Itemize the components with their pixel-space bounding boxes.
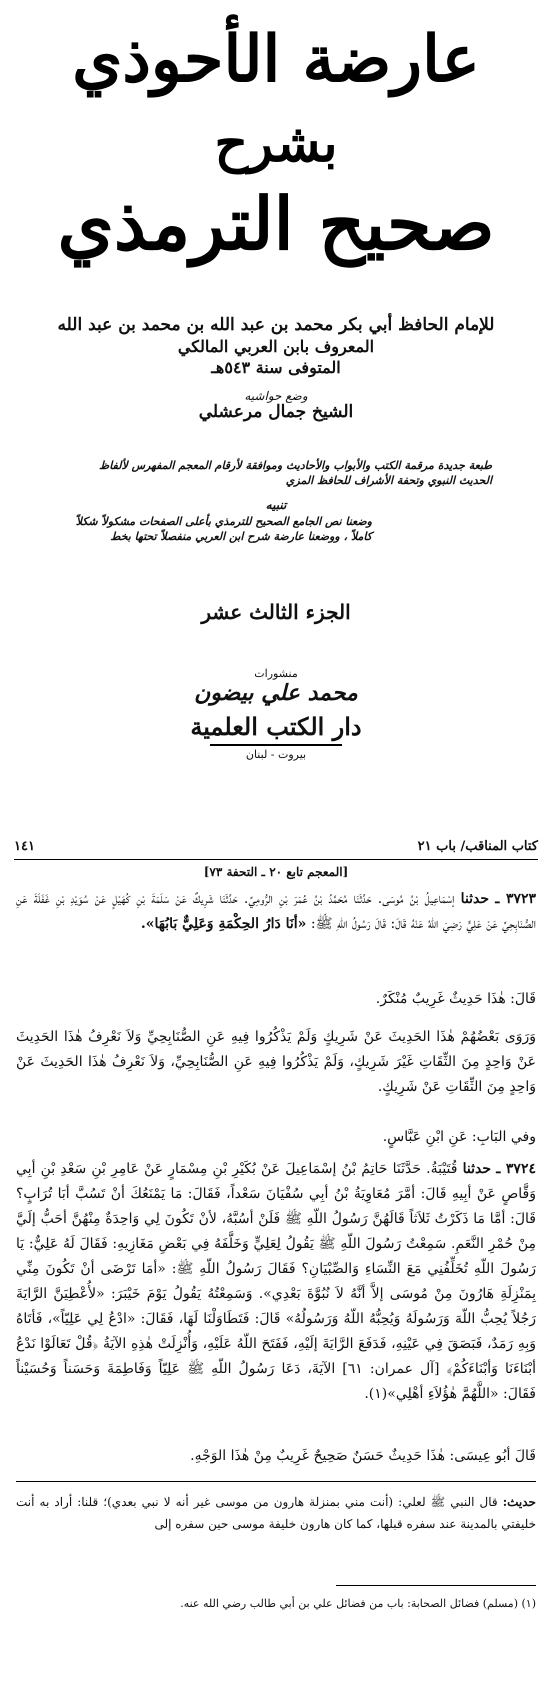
volume-title: الجزء الثالث عشر	[201, 600, 351, 624]
book-subtitle: صحيح الترمذي	[57, 181, 495, 266]
publisher-name: محمد علي بيضون	[194, 680, 358, 706]
publisher-city: بيروت - لبنان	[245, 748, 307, 761]
footnote-divider	[336, 1585, 536, 1586]
commentary-text: قال النبي ﷺ لعلي: (أنت مني بمنزلة هارون من موسى غير أنه لا نبي بعدي)؛ قلنا: أراد به أنت خليفتي بالمدينة عند سفره قبلها، كما كان هارون خليفة موسى حين سفره إلى	[16, 1495, 536, 1531]
running-head	[14, 839, 538, 860]
hadith-text: إسْمَاعِيلُ بْنُ مُوسَى. حَدَّثَنَا مُحَمَّدُ بْنُ عُمَرَ بْنِ الرُّومِيِّ. حَدَّثَنَا شَرِيكٌ عَنْ سَلَمَةَ بْنِ كُهَيْلٍ عَنْ سُوَيْدِ بْنِ غَفَلَةَ عَنِ الصُّنَابِحِيِّ عَنْ عَلِيٍّ رَضِيَ اللّهُ عَنْهُ قَالَ: قَالَ رَسُولُ اللّهِ ﷺ:	[16, 891, 536, 932]
commentary	[16, 1491, 536, 1535]
notice-text: وضعنا نص الجامع الصحيح للترمذي بأعلى الصفحات مشكولاً شكلاً كاملاً ، ووضعنا عارضة شرح ابن العربي منفصلاً تحتها بخط	[75, 515, 372, 543]
chapter-heading: كتاب المناقب/ باب ٢١	[417, 839, 538, 854]
concordance-reference: [المعجم تابع ٢٠ ـ التحفة ٧٣]	[203, 865, 349, 879]
notice-label: تنبيه	[265, 498, 287, 512]
hadith-text: قُتَيْبَةُ. حَدَّثَنَا حَاتِمُ بْنُ إسْمَاعِيلَ عَنْ بُكَيْرِ بْنِ مِسْمَارٍ عَنْ عَامِرِ بْنِ سَعْدِ بْنِ أبِي وَقَّاصٍ عَنْ أبِيهِ قَالَ: أمَّرَ مُعَاوِيَةُ بْنُ أبِي سُفْيَانَ سَعْداً، فَقَالَ: مَا يَمْنَعُكَ أنْ تَسُبَّ أبَا تُرَابٍ؟ قَالَ: أمَّا مَا ذَكَرْتُ ثَلاَثاً قَالَهُنَّ رَسُولُ اللّهِ ﷺ فَلَنْ أسُبَّهُ، لأنْ تَكُونَ لِي وَاحِدَةٌ مِنْهُنَّ أحَبُّ إلَيَّ مِنْ حُمْرِ النَّعَمِ. سَمِعْتُ رَسُولَ اللّهِ ﷺ يَقُولُ لِعَلِيٍّ وَخَلَّفَهُ فِي بَعْضِ مَغَازِيهِ: فَقَالَ لَهُ عَلِيٌّ: يَا رَسُولَ اللّهِ تُخَلِّفُنِي مَعَ النِّسَاءِ وَالصِّبْيَانِ؟ فَقَالَ رَسُولُ اللّهِ ﷺ: «أمَا تَرْضَى أنْ تَكُونَ مِنِّي بِمَنْزِلَةِ هَارُونَ مِنْ مُوسَى إلاَّ أنَّهُ لاَ نُبُوَّةَ بَعْدِي». وَسَمِعْتُهُ يَقُولُ يَوْمَ خَيْبَرَ: «لأُعْطِيَنَّ الرَّايَةَ رَجُلاً يُحِبُّ اللّهَ وَرَسُولَهُ وَيُحِبُّهُ اللّهُ وَرَسُولُهُ» قَالَ: فَتَطَاوَلْنَا لَهَا، فَقَالَ: «ادْعُ لِي عَلِيّاً»، فَأتَاهُ وَبِهِ رَمَدٌ، فَبَصَقَ فِي عَيْنِهِ، فَدَفَعَ الرَّايَةَ إلَيْهِ، فَفَتَحَ اللّهُ عَلَيْهِ، وَأُنْزِلَتْ هٰذِهِ الآيَةُ ﴿قُلْ تَعَالَوْا نَدْعُ أبْنَاءَنَا وَأبْنَاءَكُمْ﴾ [آل عمران: ٦١] الآيَةَ، دَعَا رَسُولُ اللّهِ ﷺ عَلِيّاً وَفَاطِمَةَ وَحَسَناً وَحُسَيْناً فَقَالَ: «اللَّهُمَّ هٰؤُلاَءِ أهْلِي»(١).	[16, 1161, 537, 1402]
footnote: (١) (مسلم) فضائل الصحابة: باب من فضائل علي بن أبي طالب رضي الله عنه.	[180, 1597, 536, 1610]
publisher-logo-text: دار الكتب العلمية	[190, 712, 362, 741]
editor-label: وضع حواشيه	[244, 389, 308, 403]
hadith-number: ٣٧٢٤ ـ	[496, 1161, 536, 1177]
hadith-3724	[16, 1157, 536, 1407]
publisher-divider	[210, 744, 342, 746]
hadith-quote: «أنَا دَارُ الحِكْمَةِ وَعَلِيٌّ بَابُهَا».	[140, 916, 307, 932]
author-death-year: المتوفى سنة ٥٤٣هـ	[211, 358, 341, 377]
book-title: عارضة الأحوذي	[72, 22, 480, 97]
hadith-3723	[16, 887, 536, 937]
edition-note: طبعة جديدة مرقمة الكتب والأبواب والأحاديث وموافقة لأرقام المعجم المفهرس لألفاظ الحديث النبوي وتحفة الأشراف للحافظ المزي	[99, 459, 492, 487]
page-number: ١٤١	[14, 839, 35, 854]
title-page	[0, 0, 552, 835]
author-name: للإمام الحافظ أبي بكر محمد بن عبد الله بن محمد بن عبد الله	[57, 315, 495, 335]
grading-note: قَالَ أبُو عِيسَى: هٰذَا حَدِيثٌ حَسَنٌ صَحِيحٌ غَرِيبٌ مِنْ هٰذَا الوَجْهِ.	[190, 1448, 536, 1464]
book-title-connector: بشرح	[214, 113, 338, 174]
commentary-divider	[16, 1481, 536, 1482]
commentary-lead: حديث:	[502, 1495, 536, 1509]
narration-marker: حدثنا	[460, 891, 490, 907]
grading-note: قَالَ: هٰذَا حَدِيثٌ غَرِيبٌ مُنْكَرٌ.	[375, 991, 536, 1007]
narration-marker: حدثنا	[462, 1161, 492, 1177]
hadith-number: ٣٧٢٣ ـ	[495, 891, 537, 907]
text-page	[0, 835, 552, 1696]
chapter-note: وفي البَابِ: عَنِ ابْنِ عَبَّاسٍ.	[382, 1129, 536, 1145]
publisher-label: منشورات	[254, 667, 298, 680]
editor-name: الشيخ جمال مرعشلي	[198, 402, 354, 422]
chain-note: وَرَوَى بَعْضُهُمْ هٰذَا الحَدِيثَ عَنْ شَرِيكٍ وَلَمْ يَذْكُرُوا فِيهِ عَنِ الصُّنَابِحِيِّ وَلاَ نَعْرِفُ هٰذَا الحَدِيثَ عَنْ وَاحِدٍ مِنَ الثِّقَاتِ غَيْرَ شَرِيكٍ، وَلَمْ يَذْكُرُوا فِيهِ عَنِ الصُّنَابِحِيِّ، وَلاَ نَعْرِفُ هٰذَا الحَدِيثَ عَنْ وَاحِدٍ مِنَ الثِّقَاتِ عَنْ شَرِيكٍ.	[16, 1029, 536, 1095]
author-known-as: المعروف بابن العربي المالكي	[177, 337, 375, 356]
